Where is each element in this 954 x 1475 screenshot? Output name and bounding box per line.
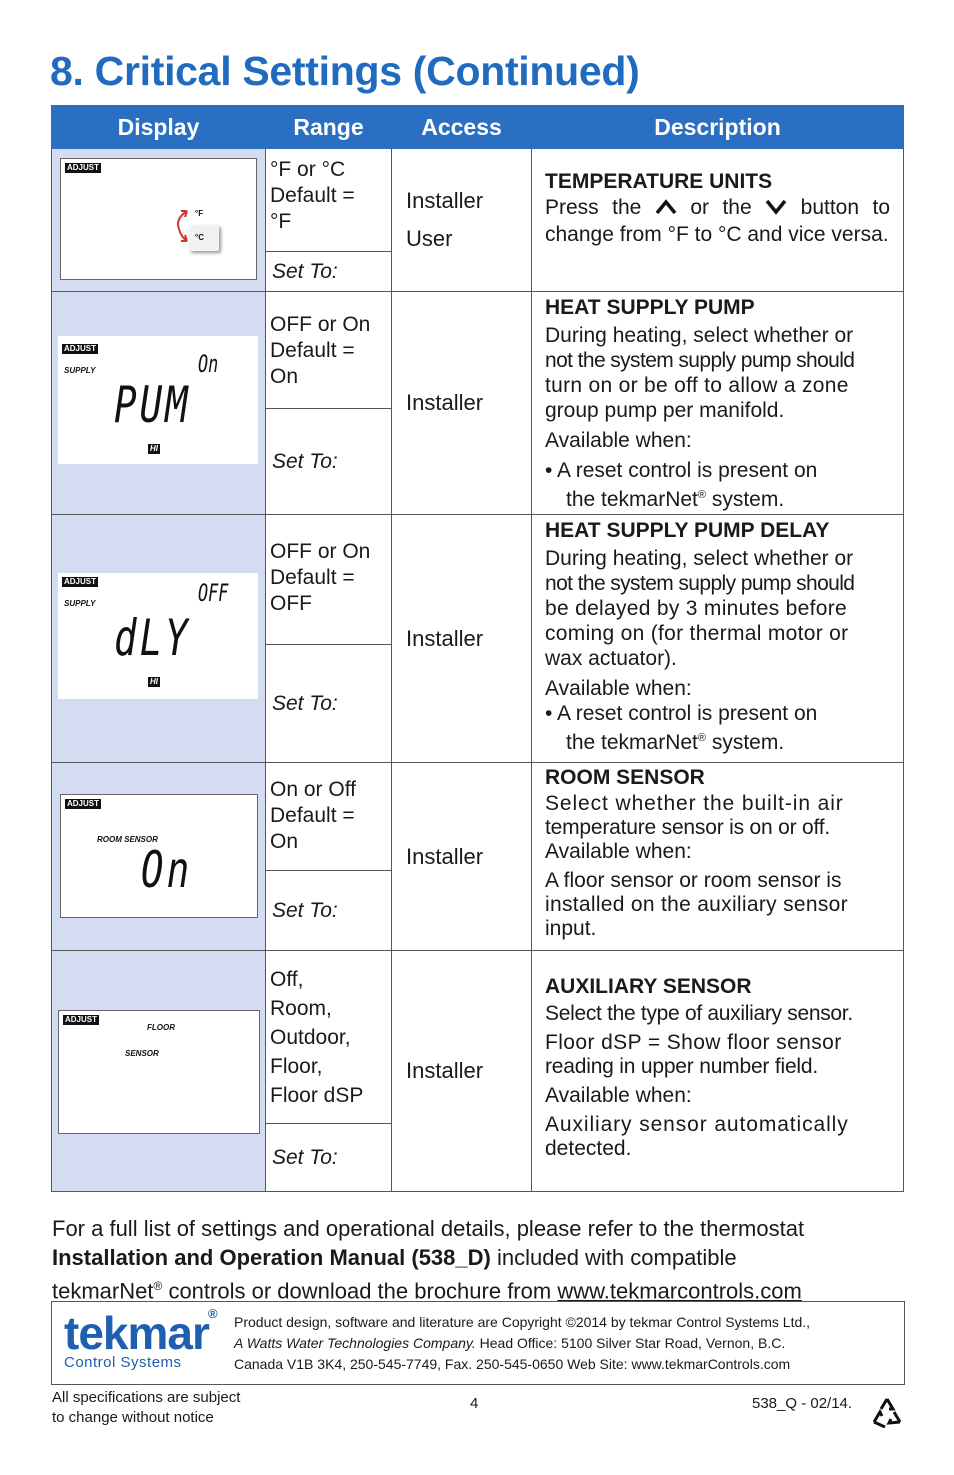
adjust-badge: ADJUST	[67, 163, 100, 172]
table-row	[52, 515, 904, 645]
big-segment-value: PUM	[114, 376, 191, 434]
adjust-badge: ADJUST	[65, 1015, 98, 1024]
logo-wordmark: tekmar	[64, 1307, 209, 1359]
description-title: ROOM SENSOR	[545, 766, 705, 789]
description-cell	[532, 292, 904, 515]
lcd-screen	[58, 1010, 260, 1134]
website-link[interactable]: www.tekmarcontrols.com	[557, 1278, 802, 1304]
lcd-screen	[60, 794, 258, 918]
table-row	[52, 292, 904, 409]
sensor-label: SENSOR	[125, 1049, 159, 1058]
floor-label: FLOOR	[147, 1023, 175, 1032]
copyright-line: Product design, software and literature are Copyright ©2014 by tekmar Control Systems Ltd.,	[234, 1314, 811, 1330]
room-sensor-label: ROOM SENSOR	[97, 835, 158, 844]
copyright-text	[234, 1312, 894, 1375]
table-row	[52, 763, 904, 871]
recycle-icon	[870, 1396, 904, 1430]
range-line: OFF	[270, 592, 312, 615]
copyright-line: Canada V1B 3K4, 250-545-7749, Fax. 250-545-0650 Web Site: www.tekmarControls.com	[234, 1356, 791, 1372]
adjust-badge: ADJUST	[67, 799, 100, 808]
access-line: User	[406, 226, 453, 251]
description-cell	[532, 149, 904, 292]
set-to-cell[interactable]: Set To:	[266, 645, 392, 763]
range-cell	[266, 515, 392, 645]
page-number: 4	[470, 1395, 479, 1412]
description-line: Select whether the built-in air	[545, 792, 844, 815]
notice-line: All specifications are subject	[52, 1389, 241, 1406]
description-line: Floor dSP = Show floor sensor	[545, 1031, 842, 1054]
access-cell	[392, 515, 532, 763]
lcd-screen	[60, 158, 257, 280]
reference-line: tekmarNet® controls or download the brochure from www.tekmarcontrols.com	[52, 1278, 802, 1304]
range-line: °F	[270, 210, 292, 233]
range-line: Default =	[270, 566, 355, 589]
spec-notice	[52, 1388, 240, 1428]
available-when: Available when:	[545, 840, 692, 863]
description-part: Press the	[545, 196, 642, 219]
description-line: turn on or be off to allow a zone	[545, 374, 849, 397]
bullet-item: • A reset control is present on	[545, 459, 818, 482]
description-line: reading in upper number field.	[545, 1055, 819, 1078]
range-line: Floor,	[270, 1055, 323, 1078]
reference-line: For a full list of settings and operational details, please refer to the thermostat	[52, 1216, 805, 1241]
bullet-text: system.	[711, 731, 785, 754]
notice-line: to change without notice	[52, 1409, 214, 1426]
access-cell	[392, 951, 532, 1192]
access-cell	[392, 149, 532, 292]
range-cell	[266, 763, 392, 871]
description-line: During heating, select whether or	[545, 547, 854, 570]
range-line: On	[270, 830, 299, 853]
description-line: temperature sensor is on or off.	[545, 816, 831, 839]
celsius-button	[189, 225, 219, 251]
range-line: Off,	[270, 968, 304, 991]
description-line: During heating, select whether or	[545, 324, 854, 347]
access-line: Installer	[406, 390, 484, 415]
col-header-display: Display	[52, 106, 266, 149]
supply-label: SUPPLY	[64, 366, 96, 375]
access-line: Installer	[406, 188, 484, 213]
celsius-label: °C	[195, 233, 204, 242]
fahrenheit-label: °F	[195, 209, 204, 218]
col-header-access: Access	[392, 106, 532, 149]
description-line: A floor sensor or room sensor is	[545, 869, 842, 892]
bullet-text: system.	[711, 488, 785, 511]
document-id: 538_Q - 02/14.	[752, 1395, 853, 1412]
description-part: button to change from °F to °C and vice versa.	[545, 196, 891, 246]
description-line: input.	[545, 917, 597, 940]
registered-mark: ®	[208, 1306, 218, 1321]
range-line: Default =	[270, 804, 355, 827]
big-segment-value: On	[141, 841, 193, 899]
access-cell	[392, 763, 532, 951]
description-line: wax actuator).	[545, 647, 677, 670]
description-title: TEMPERATURE UNITS	[545, 170, 773, 193]
set-to-cell[interactable]: Set To:	[266, 1124, 392, 1192]
range-line: On	[270, 365, 299, 388]
adjust-badge: ADJUST	[64, 344, 97, 353]
access-line: Installer	[406, 1058, 484, 1083]
set-to-cell[interactable]: Set To:	[266, 252, 392, 292]
range-cell	[266, 951, 392, 1124]
range-line: Default =	[270, 184, 355, 207]
copyright-line	[234, 1333, 894, 1354]
bullet-item-cont: the tekmarNet® system.	[566, 488, 785, 511]
range-line: Floor dSP	[270, 1084, 364, 1107]
description-line: coming on (for thermal motor or	[545, 622, 849, 645]
table-row	[52, 149, 904, 252]
range-line: °F or °C	[270, 158, 346, 181]
description-line: not the system supply pump should	[545, 572, 855, 595]
lcd-screen	[58, 336, 258, 464]
display-cell	[52, 292, 266, 515]
description-cell	[532, 515, 904, 763]
hi-badge: HI	[150, 677, 158, 686]
range-line: Outdoor,	[270, 1026, 351, 1049]
range-cell	[266, 292, 392, 409]
description-line: be delayed by 3 minutes before	[545, 597, 848, 620]
range-line: Default =	[270, 339, 355, 362]
hi-badge: HI	[150, 444, 158, 453]
up-chevron-icon	[655, 199, 677, 215]
description-line: not the system supply pump should	[545, 349, 855, 372]
bullet-text: the tekmarNet	[566, 731, 698, 754]
company-name: A Watts Water Technologies Company.	[234, 1335, 476, 1351]
reference-text: controls or download the brochure from	[162, 1278, 558, 1304]
description-cell	[532, 763, 904, 951]
access-line: Installer	[406, 625, 484, 651]
description-line: detected.	[545, 1137, 632, 1160]
reference-paragraph	[52, 1214, 912, 1305]
down-chevron-icon	[765, 199, 787, 215]
description-part: or the	[690, 196, 752, 219]
access-line: Installer	[406, 843, 484, 869]
manual-title: Installation and Operation Manual (538_D)	[52, 1245, 491, 1270]
description-line: group pump per manifold.	[545, 399, 785, 422]
reference-text: tekmarNet	[52, 1278, 154, 1304]
description-cell	[532, 951, 904, 1192]
display-cell	[52, 951, 266, 1192]
settings-table	[51, 105, 904, 1192]
table-row	[52, 951, 904, 1124]
description-text	[545, 194, 890, 248]
set-to-cell[interactable]: Set To:	[266, 409, 392, 515]
address-text: Head Office: 5100 Silver Star Road, Vernon, B.C.	[475, 1335, 786, 1351]
available-when: Available when:	[545, 677, 692, 700]
description-line: installed on the auxiliary sensor	[545, 893, 848, 916]
copyright-box	[51, 1301, 905, 1385]
access-cell	[392, 292, 532, 515]
small-segment-value: OFF	[198, 579, 229, 607]
range-line: On or Off	[270, 778, 356, 801]
small-segment-value: On	[198, 350, 219, 378]
supply-label: SUPPLY	[64, 599, 96, 608]
description-title: AUXILIARY SENSOR	[545, 975, 752, 998]
page-title: 8. Critical Settings (Continued)	[50, 48, 640, 94]
col-header-range: Range	[266, 106, 392, 149]
description-title: HEAT SUPPLY PUMP	[545, 296, 755, 319]
available-when: Available when:	[545, 429, 692, 452]
set-to-cell[interactable]: Set To:	[266, 871, 392, 951]
reference-text: included with compatible	[490, 1245, 737, 1270]
bullet-item-cont: the tekmarNet® system.	[566, 731, 785, 754]
lcd-screen	[58, 573, 258, 699]
col-header-description: Description	[532, 106, 904, 149]
description-line: Auxiliary sensor automatically	[545, 1113, 849, 1136]
display-cell	[52, 149, 266, 292]
tekmar-logo	[64, 1308, 209, 1371]
range-line: OFF or On	[270, 313, 371, 336]
range-cell	[266, 149, 392, 252]
range-line: Room,	[270, 997, 332, 1020]
description-title: HEAT SUPPLY PUMP DELAY	[545, 519, 830, 542]
display-cell	[52, 763, 266, 951]
adjust-badge: ADJUST	[64, 577, 97, 586]
bullet-text: the tekmarNet	[566, 488, 698, 511]
range-line: OFF or On	[270, 540, 371, 563]
logo-subtitle: Control Systems	[64, 1354, 182, 1371]
bullet-item: • A reset control is present on	[545, 702, 818, 725]
table-header-row	[52, 106, 904, 149]
description-line: Select the type of auxiliary sensor.	[545, 1002, 853, 1025]
reference-line	[52, 1243, 912, 1272]
display-cell	[52, 515, 266, 763]
available-when: Available when:	[545, 1084, 692, 1107]
big-segment-value: dLY	[114, 609, 191, 667]
